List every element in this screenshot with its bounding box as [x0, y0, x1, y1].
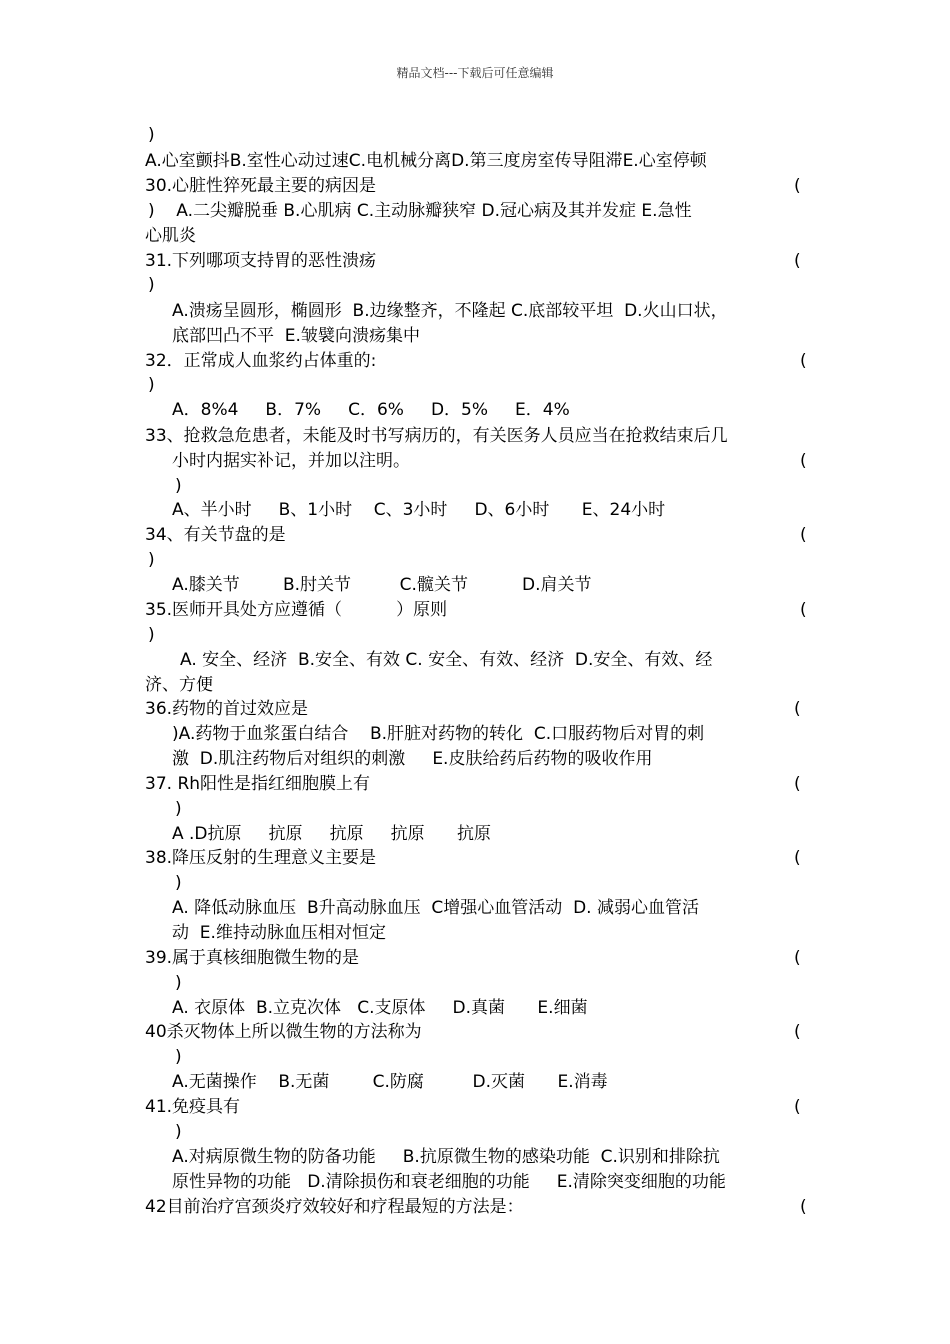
text-line: 动 E.维持动脉血压相对恒定 — [172, 923, 386, 943]
text-line: ) — [175, 476, 182, 496]
question-36: 36.药物的首过效应是 — [145, 699, 309, 719]
question-38: 38.降压反射的生理意义主要是 — [145, 848, 377, 868]
answer-paren: ( — [794, 1022, 801, 1042]
text-line: A .D抗原 抗原 抗原 抗原 抗原 — [172, 824, 492, 844]
text-line: A.对病原微生物的防备功能 B.抗原微生物的感染功能 C.识别和排除抗 — [172, 1147, 720, 1167]
answer-paren: ( — [800, 525, 807, 545]
question-41: 41.免疫具有 — [145, 1097, 241, 1117]
text-line: 底部凹凸不平 E.皱襞向溃疡集中 — [172, 326, 420, 346]
answer-paren: ( — [800, 351, 807, 371]
answer-paren: ( — [794, 948, 801, 968]
question-32: 32．正常成人血浆约占体重的: — [145, 351, 377, 371]
text-line: A. 降低动脉血压 B升高动脉血压 C增强心血管活动 D. 减弱心血管活 — [172, 898, 699, 918]
answer-paren: ( — [794, 774, 801, 794]
text-line: A.无菌操作 B.无菌 C.防腐 D.灭菌 E.消毒 — [172, 1072, 608, 1092]
text-line: ) — [148, 125, 155, 145]
text-line: ) A.二尖瓣脱垂 B.心肌病 C.主动脉瓣狭窄 D.冠心病及其并发症 E.急性 — [148, 201, 692, 221]
question-30: 30.心脏性猝死最主要的病因是 — [145, 176, 377, 196]
question-37: 37. Rh阳性是指红细胞膜上有 — [145, 774, 371, 794]
answer-paren: ( — [800, 1197, 807, 1217]
text-line: ) — [148, 625, 155, 645]
question-42: 42目前治疗宫颈炎疗效较好和疗程最短的方法是： — [145, 1197, 524, 1217]
answer-paren: ( — [794, 848, 801, 868]
text-line: 济、方便 — [145, 675, 213, 695]
text-line: ) — [175, 1122, 182, 1142]
answer-paren: ( — [794, 699, 801, 719]
text-line: A. 安全、经济 B.安全、有效 C. 安全、有效、经济 D.安全、有效、经 — [180, 650, 713, 670]
text-line: A.心室颤抖B.室性心动过速C.电机械分离D.第三度房室传导阻滞E.心室停顿 — [145, 151, 707, 171]
text-line: A.溃疡呈圆形，椭圆形 B.边缘整齐，不隆起 C.底部较平坦 D.火山口状， — [172, 301, 728, 321]
text-line: 心肌炎 — [145, 226, 196, 246]
text-line: ) — [175, 1047, 182, 1067]
answer-paren: ( — [794, 176, 801, 196]
text-line: A．8%4 B．7% C．6% D．5% E．4% — [172, 400, 570, 420]
question-35: 35.医师开具处方应遵循（ ）原则 — [145, 600, 448, 620]
text-line: A.膝关节 B.肘关节 C.髋关节 D.肩关节 — [172, 575, 592, 595]
answer-paren: ( — [794, 251, 801, 271]
page-header: 精品文档---下载后可任意编辑 — [396, 66, 554, 80]
question-33: 33、抢救急危患者，未能及时书写病历的，有关医务人员应当在抢救结束后几 — [145, 426, 728, 446]
text-line: ) — [148, 275, 155, 295]
answer-paren: ( — [800, 600, 807, 620]
question-40: 40杀灭物体上所以微生物的方法称为 — [145, 1022, 422, 1042]
text-line: A、半小时 B、1小时 C、3小时 D、6小时 E、24小时 — [172, 500, 666, 520]
text-line: ) — [148, 375, 155, 395]
text-line: ) — [148, 550, 155, 570]
text-line: ) — [175, 799, 182, 819]
question-31: 31.下列哪项支持胃的恶性溃疡 — [145, 251, 377, 271]
question-39: 39.属于真核细胞微生物的是 — [145, 948, 360, 968]
text-line: )A.药物于血浆蛋白结合 B.肝脏对药物的转化 C.口服药物后对胃的刺 — [172, 724, 705, 744]
text-line: 小时内据实补记，并加以注明。 — [172, 451, 410, 471]
question-34: 34、有关节盘的是 — [145, 525, 286, 545]
text-line: 激 D.肌注药物后对组织的刺激 E.皮肤给药后药物的吸收作用 — [172, 749, 653, 769]
text-line: ) — [175, 973, 182, 993]
text-line: 原性异物的功能 D.清除损伤和衰老细胞的功能 E.清除突变细胞的功能 — [172, 1172, 726, 1192]
answer-paren: ( — [794, 1097, 801, 1117]
text-line: ) — [175, 873, 182, 893]
answer-paren: ( — [800, 451, 807, 471]
text-line: A. 衣原体 B.立克次体 C.支原体 D.真菌 E.细菌 — [172, 998, 588, 1018]
